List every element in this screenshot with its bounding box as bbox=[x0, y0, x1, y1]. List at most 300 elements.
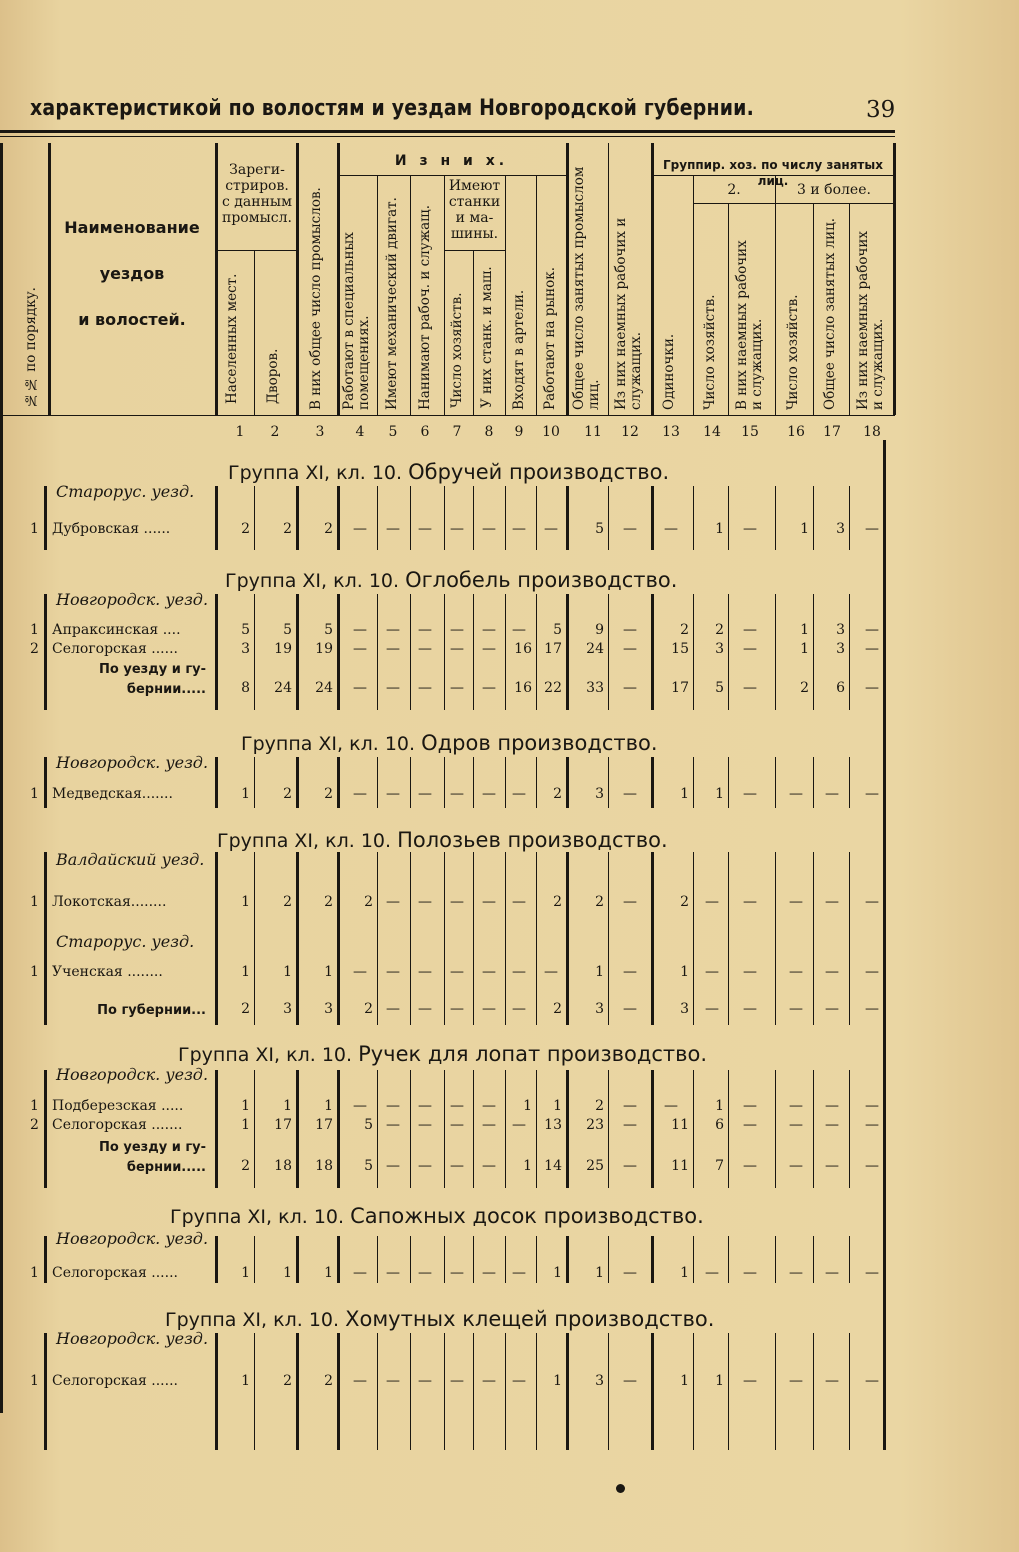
table-cell: 1 bbox=[800, 521, 809, 537]
table-cell: — bbox=[865, 1158, 879, 1174]
col-2-label: Дворов. bbox=[265, 348, 281, 404]
table-cell: 1 bbox=[680, 1265, 689, 1281]
divider bbox=[337, 175, 566, 176]
table-cell: — bbox=[353, 1265, 367, 1281]
divider bbox=[651, 1236, 654, 1283]
table-cell: — bbox=[353, 622, 367, 638]
divider bbox=[215, 486, 218, 550]
divider bbox=[728, 203, 729, 415]
col-13-label: Одиночки. bbox=[661, 333, 677, 410]
table-cell: — bbox=[789, 1098, 803, 1114]
table-cell: — bbox=[418, 786, 432, 802]
table-cell: 2 bbox=[241, 1001, 250, 1017]
table-cell: — bbox=[482, 680, 496, 696]
table-cell: — bbox=[623, 1373, 637, 1389]
divider bbox=[608, 852, 609, 1025]
divider bbox=[215, 852, 218, 1025]
table-cell: 1 bbox=[715, 1098, 724, 1114]
divider bbox=[377, 1333, 378, 1450]
table-cell: — bbox=[743, 1373, 757, 1389]
uezd-label: Старорус. уезд. bbox=[56, 482, 195, 501]
table-cell: — bbox=[623, 622, 637, 638]
section-product: Полозьев производство. bbox=[397, 828, 668, 852]
table-cell: 23 bbox=[586, 1117, 604, 1133]
col-4-label: Работают в специальных помещениях. bbox=[341, 232, 372, 410]
table-cell: — bbox=[512, 786, 526, 802]
section-title bbox=[228, 460, 669, 484]
divider bbox=[728, 852, 729, 1025]
divider bbox=[473, 852, 474, 1025]
table-cell: 1 bbox=[715, 1373, 724, 1389]
col-18-label: Из них наемных рабочих и служащих. bbox=[855, 231, 886, 410]
divider bbox=[444, 852, 445, 1025]
divider bbox=[254, 852, 255, 1025]
table-cell: — bbox=[482, 1373, 496, 1389]
table-cell: — bbox=[743, 622, 757, 638]
divider bbox=[296, 594, 299, 710]
divider bbox=[254, 1070, 255, 1188]
table-cell: 2 bbox=[324, 786, 333, 802]
table-cell: 17 bbox=[671, 680, 689, 696]
table-cell: — bbox=[418, 1001, 432, 1017]
divider bbox=[566, 486, 569, 550]
table-cell: 24 bbox=[586, 641, 604, 657]
divider bbox=[296, 486, 299, 550]
column-number: 10 bbox=[542, 424, 560, 440]
table-cell: — bbox=[865, 521, 879, 537]
table-cell: — bbox=[482, 1098, 496, 1114]
divider bbox=[44, 1070, 47, 1188]
divider bbox=[608, 594, 609, 710]
divider bbox=[566, 1070, 569, 1188]
divider bbox=[410, 486, 411, 550]
table-cell: — bbox=[705, 1001, 719, 1017]
divider bbox=[337, 1070, 340, 1188]
divider bbox=[254, 486, 255, 550]
table-cell: 9 bbox=[595, 622, 604, 638]
table-cell: — bbox=[450, 1001, 464, 1017]
table-cell: — bbox=[623, 1098, 637, 1114]
divider bbox=[813, 1236, 814, 1283]
divider bbox=[608, 1333, 609, 1450]
divider bbox=[651, 1070, 654, 1188]
uezd-label: Старорус. уезд. bbox=[56, 932, 195, 951]
table-cell: 5 bbox=[553, 622, 562, 638]
table-cell: 1 bbox=[680, 786, 689, 802]
divider bbox=[44, 757, 47, 808]
table-cell: 1 bbox=[241, 1373, 250, 1389]
col-stanki-label: Имеют станки и ма- шины. bbox=[448, 178, 501, 242]
table-cell: — bbox=[544, 521, 558, 537]
table-cell: 1 bbox=[595, 1265, 604, 1281]
section-title bbox=[225, 568, 677, 592]
column-number: 9 bbox=[514, 424, 524, 440]
divider bbox=[44, 486, 47, 550]
table-cell: — bbox=[789, 1117, 803, 1133]
divider bbox=[693, 757, 694, 808]
row-name: Селогорская ...... bbox=[52, 1373, 178, 1389]
divider bbox=[693, 852, 694, 1025]
table-cell: — bbox=[353, 786, 367, 802]
divider bbox=[651, 486, 654, 550]
divider bbox=[728, 486, 729, 550]
table-cell: — bbox=[418, 964, 432, 980]
table-cell: — bbox=[386, 1001, 400, 1017]
table-cell: — bbox=[865, 964, 879, 980]
table-cell: 5 bbox=[715, 680, 724, 696]
table-cell: 25 bbox=[586, 1158, 604, 1174]
table-cell: — bbox=[450, 1373, 464, 1389]
divider bbox=[337, 594, 340, 710]
row-number: 1 bbox=[30, 1373, 39, 1389]
divider bbox=[296, 143, 299, 415]
divider bbox=[215, 1236, 218, 1283]
table-cell: — bbox=[482, 1265, 496, 1281]
table-cell: — bbox=[386, 786, 400, 802]
table-cell: — bbox=[386, 964, 400, 980]
table-cell: — bbox=[450, 1098, 464, 1114]
divider bbox=[566, 1333, 569, 1450]
divider bbox=[566, 852, 569, 1025]
divider bbox=[254, 1333, 255, 1450]
col-name-label-2: уездов bbox=[99, 264, 165, 283]
column-number: 13 bbox=[662, 424, 680, 440]
table-cell: 1 bbox=[680, 964, 689, 980]
table-cell: — bbox=[743, 680, 757, 696]
table-cell: — bbox=[865, 786, 879, 802]
table-cell: — bbox=[386, 680, 400, 696]
table-cell: — bbox=[623, 1265, 637, 1281]
table-cell: — bbox=[512, 1265, 526, 1281]
table-cell: — bbox=[482, 1117, 496, 1133]
table-cell: 2 bbox=[553, 786, 562, 802]
column-number: 5 bbox=[388, 424, 398, 440]
table-cell: — bbox=[825, 1001, 839, 1017]
divider bbox=[651, 852, 654, 1025]
table-cell: — bbox=[512, 1373, 526, 1389]
table-cell: 1 bbox=[715, 786, 724, 802]
table-cell: — bbox=[450, 786, 464, 802]
table-cell: 2 bbox=[283, 1373, 292, 1389]
total-label: По губернии... bbox=[97, 1003, 206, 1018]
table-cell: — bbox=[789, 786, 803, 802]
divider bbox=[813, 1070, 814, 1188]
table-cell: — bbox=[743, 1158, 757, 1174]
table-cell: — bbox=[450, 964, 464, 980]
table-cell: 1 bbox=[800, 641, 809, 657]
divider bbox=[775, 486, 776, 550]
table-cell: — bbox=[743, 964, 757, 980]
table-cell: — bbox=[386, 1098, 400, 1114]
table-cell: 3 bbox=[595, 786, 604, 802]
divider bbox=[693, 1236, 694, 1283]
col-15-label: В них наемных рабочих и служащих. bbox=[734, 240, 765, 410]
table-cell: 5 bbox=[595, 521, 604, 537]
table-cell: — bbox=[825, 786, 839, 802]
table-cell: 2 bbox=[283, 521, 292, 537]
table-cell: 2 bbox=[715, 622, 724, 638]
divider bbox=[410, 175, 411, 415]
section-group: Группа XI, кл. 10. bbox=[225, 570, 400, 592]
divider bbox=[505, 1333, 506, 1450]
table-cell: 2 bbox=[283, 786, 292, 802]
table-cell: — bbox=[450, 1265, 464, 1281]
col-group-label: Группир. хоз. по числу занятых лиц. bbox=[663, 158, 883, 188]
uezd-label: Новгородск. уезд. bbox=[56, 753, 209, 772]
table-cell: — bbox=[743, 786, 757, 802]
divider bbox=[566, 594, 569, 710]
column-number: 7 bbox=[452, 424, 462, 440]
table-cell: — bbox=[789, 1158, 803, 1174]
divider bbox=[377, 175, 378, 415]
divider bbox=[337, 486, 340, 550]
divider bbox=[473, 594, 474, 710]
section-group: Группа XI, кл. 10. bbox=[217, 830, 392, 852]
divider bbox=[473, 757, 474, 808]
table-cell: — bbox=[418, 1158, 432, 1174]
section-product: Ручек для лопат производство. bbox=[358, 1042, 708, 1066]
table-cell: 5 bbox=[283, 622, 292, 638]
section-title bbox=[170, 1204, 704, 1228]
table-cell: 2 bbox=[364, 894, 373, 910]
col-6-label: Нанимают рабоч. и служащ. bbox=[417, 204, 433, 410]
col-7-label: Число хозяйств. bbox=[449, 292, 465, 408]
table-cell: 3 bbox=[836, 622, 845, 638]
section-title bbox=[165, 1307, 714, 1331]
table-cell: — bbox=[743, 641, 757, 657]
table-cell: 1 bbox=[553, 1098, 562, 1114]
table-cell: 5 bbox=[324, 622, 333, 638]
section-group: Группа XI, кл. 10. bbox=[165, 1309, 340, 1331]
table-cell: 2 bbox=[324, 894, 333, 910]
table-cell: 1 bbox=[241, 786, 250, 802]
divider bbox=[505, 852, 506, 1025]
table-cell: — bbox=[743, 1098, 757, 1114]
divider bbox=[337, 757, 340, 808]
column-number: 3 bbox=[315, 424, 325, 440]
row-name: Селогорская ....... bbox=[52, 1117, 183, 1133]
divider bbox=[775, 1070, 776, 1188]
table-cell: — bbox=[512, 964, 526, 980]
divider bbox=[849, 852, 850, 1025]
left-margin-rule bbox=[0, 143, 3, 1413]
table-cell: 2 bbox=[680, 894, 689, 910]
divider bbox=[377, 486, 378, 550]
col-3-label: В них общее число промыслов. bbox=[308, 187, 324, 410]
table-cell: — bbox=[623, 521, 637, 537]
table-cell: — bbox=[353, 964, 367, 980]
table-cell: 2 bbox=[680, 622, 689, 638]
table-cell: — bbox=[623, 641, 637, 657]
table-cell: — bbox=[743, 1117, 757, 1133]
col-name-label-3: и волостей. bbox=[78, 310, 186, 329]
table-cell: — bbox=[418, 641, 432, 657]
row-name: Апраксинская .... bbox=[52, 622, 181, 638]
table-cell: 3 bbox=[324, 1001, 333, 1017]
table-cell: — bbox=[865, 1373, 879, 1389]
divider bbox=[296, 757, 299, 808]
divider bbox=[296, 1236, 299, 1283]
table-cell: 13 bbox=[544, 1117, 562, 1133]
divider bbox=[296, 1070, 299, 1188]
table-cell: — bbox=[623, 1117, 637, 1133]
table-cell: 1 bbox=[324, 964, 333, 980]
row-number: 2 bbox=[30, 641, 39, 657]
divider bbox=[536, 486, 537, 550]
table-cell: 1 bbox=[283, 964, 292, 980]
divider bbox=[215, 757, 218, 808]
table-cell: 1 bbox=[595, 964, 604, 980]
table-cell: — bbox=[386, 521, 400, 537]
table-cell: — bbox=[482, 521, 496, 537]
table-cell: — bbox=[386, 622, 400, 638]
table-cell: — bbox=[450, 641, 464, 657]
divider bbox=[728, 594, 729, 710]
table-cell: 2 bbox=[283, 894, 292, 910]
table-cell: — bbox=[623, 894, 637, 910]
table-cell: 17 bbox=[315, 1117, 333, 1133]
table-cell: — bbox=[623, 1001, 637, 1017]
divider bbox=[296, 852, 299, 1025]
divider bbox=[505, 486, 506, 550]
table-cell: — bbox=[482, 786, 496, 802]
total-label: По уезду и гу- бернии..... bbox=[99, 662, 206, 697]
table-cell: 17 bbox=[274, 1117, 292, 1133]
section-group: Группа XI, кл. 10. bbox=[178, 1044, 353, 1066]
table-cell: 2 bbox=[595, 1098, 604, 1114]
table-cell: 19 bbox=[315, 641, 333, 657]
uezd-label: Валдайский уезд. bbox=[56, 850, 205, 869]
table-cell: 18 bbox=[315, 1158, 333, 1174]
section-product: Обручей производство. bbox=[408, 460, 670, 484]
table-cell: 15 bbox=[671, 641, 689, 657]
table-cell: — bbox=[743, 1001, 757, 1017]
table-cell: — bbox=[386, 1373, 400, 1389]
table-cell: — bbox=[482, 1001, 496, 1017]
table-cell: — bbox=[512, 521, 526, 537]
table-cell: — bbox=[482, 641, 496, 657]
table-cell: — bbox=[512, 894, 526, 910]
table-cell: 1 bbox=[283, 1098, 292, 1114]
divider bbox=[44, 1236, 47, 1283]
divider bbox=[377, 852, 378, 1025]
table-cell: — bbox=[825, 1098, 839, 1114]
table-cell: — bbox=[386, 1158, 400, 1174]
table-cell: 5 bbox=[364, 1117, 373, 1133]
divider bbox=[566, 757, 569, 808]
table-cell: 1 bbox=[241, 1265, 250, 1281]
divider bbox=[337, 143, 340, 415]
header-rule-2 bbox=[0, 136, 895, 137]
table-cell: — bbox=[865, 1265, 879, 1281]
table-cell: — bbox=[825, 894, 839, 910]
column-number: 18 bbox=[863, 424, 881, 440]
col-9-label: Входят в артели. bbox=[511, 289, 527, 410]
divider bbox=[215, 594, 218, 710]
table-cell: — bbox=[512, 1117, 526, 1133]
section-title bbox=[178, 1042, 707, 1066]
table-cell: 3 bbox=[715, 641, 724, 657]
divider bbox=[215, 1070, 218, 1188]
divider bbox=[728, 757, 729, 808]
table-cell: 5 bbox=[241, 622, 250, 638]
divider bbox=[813, 1333, 814, 1450]
table-cell: 1 bbox=[553, 1373, 562, 1389]
table-cell: 3 bbox=[241, 641, 250, 657]
divider bbox=[254, 250, 255, 415]
divider bbox=[377, 594, 378, 710]
table-cell: — bbox=[789, 1001, 803, 1017]
table-cell: — bbox=[353, 641, 367, 657]
table-cell: 2 bbox=[364, 1001, 373, 1017]
column-number: 14 bbox=[703, 424, 721, 440]
table-cell: — bbox=[353, 1373, 367, 1389]
table-cell: 2 bbox=[553, 894, 562, 910]
column-number: 4 bbox=[355, 424, 365, 440]
table-cell: 1 bbox=[800, 622, 809, 638]
table-cell: 24 bbox=[315, 680, 333, 696]
divider bbox=[893, 143, 896, 415]
row-number: 1 bbox=[30, 786, 39, 802]
divider bbox=[775, 1333, 776, 1450]
table-cell: 3 bbox=[595, 1001, 604, 1017]
table-cell: — bbox=[418, 521, 432, 537]
divider bbox=[566, 143, 569, 415]
table-cell: 3 bbox=[836, 641, 845, 657]
table-cell: — bbox=[865, 1098, 879, 1114]
row-name: Медведская....... bbox=[52, 786, 173, 802]
row-name: Селогорская ...... bbox=[52, 641, 178, 657]
table-cell: — bbox=[544, 964, 558, 980]
divider bbox=[473, 1236, 474, 1283]
divider bbox=[410, 852, 411, 1025]
table-cell: — bbox=[450, 1117, 464, 1133]
table-cell: 33 bbox=[586, 680, 604, 696]
row-name: Подберезская ..... bbox=[52, 1098, 184, 1114]
table-cell: — bbox=[865, 1001, 879, 1017]
divider bbox=[254, 594, 255, 710]
table-cell: — bbox=[482, 1158, 496, 1174]
uezd-label: Новгородск. уезд. bbox=[56, 590, 209, 609]
table-cell: 1 bbox=[680, 1373, 689, 1389]
table-cell: 3 bbox=[836, 521, 845, 537]
table-cell: — bbox=[418, 680, 432, 696]
table-cell: 14 bbox=[544, 1158, 562, 1174]
col-two-label: 2. bbox=[727, 182, 741, 198]
table-cell: — bbox=[664, 1098, 678, 1114]
divider bbox=[48, 143, 51, 415]
table-cell: — bbox=[418, 1098, 432, 1114]
col-three-label: 3 и более. bbox=[797, 182, 871, 198]
table-cell: 5 bbox=[364, 1158, 373, 1174]
row-name: Селогорская ...... bbox=[52, 1265, 178, 1281]
divider bbox=[536, 175, 537, 415]
table-cell: — bbox=[789, 964, 803, 980]
divider bbox=[215, 250, 296, 251]
table-cell: — bbox=[623, 964, 637, 980]
divider bbox=[536, 1333, 537, 1450]
divider bbox=[566, 1236, 569, 1283]
column-number: 12 bbox=[621, 424, 639, 440]
header-rule bbox=[0, 130, 895, 133]
col-name-label-1: Наименование bbox=[64, 218, 200, 237]
divider bbox=[377, 1236, 378, 1283]
divider bbox=[608, 1236, 609, 1283]
divider bbox=[775, 175, 776, 415]
divider bbox=[608, 143, 609, 415]
uezd-label: Новгородск. уезд. bbox=[56, 1229, 209, 1248]
page-title: характеристикой по волостям и уездам Новгородской губернии. bbox=[30, 96, 754, 121]
